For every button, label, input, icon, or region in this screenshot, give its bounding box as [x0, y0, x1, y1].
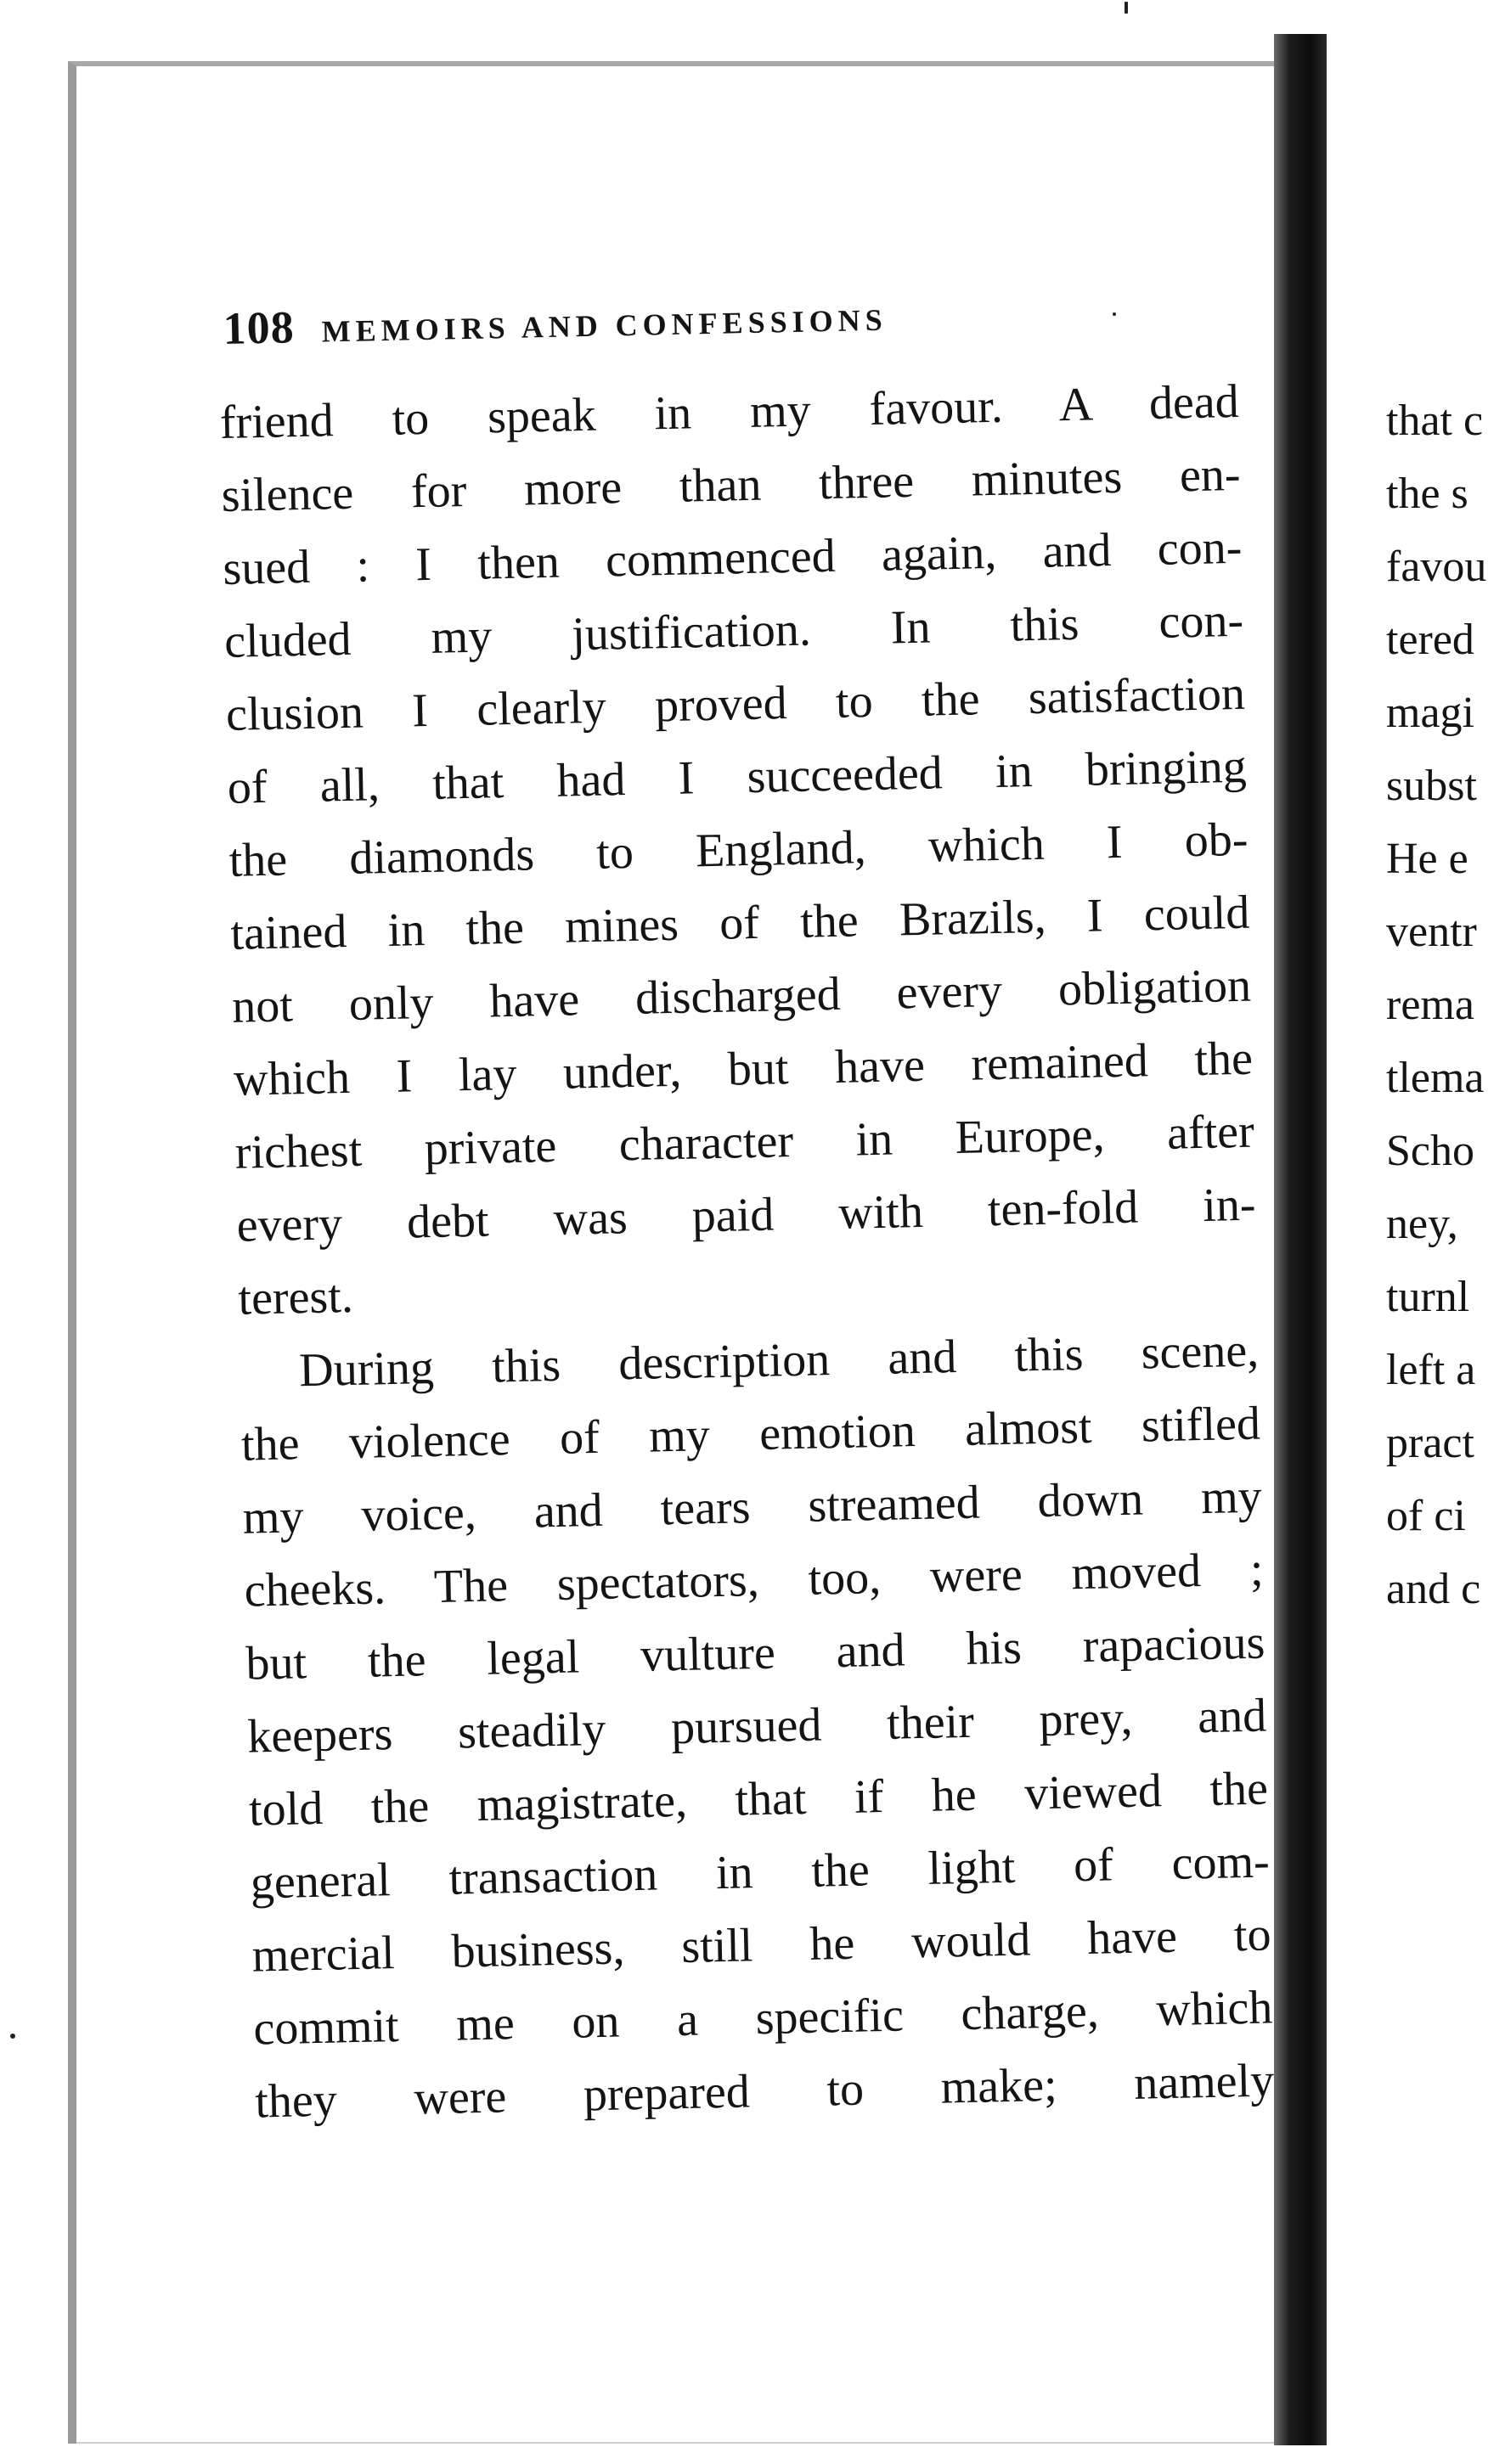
right-text-line: magi [1386, 689, 1474, 737]
text-line: not only have discharged every obligation [231, 959, 1252, 1033]
right-text-line: of ci [1386, 1492, 1466, 1540]
text-line: they were prepared to make; namely [254, 2054, 1275, 2129]
text-line: cheeks. The spectators, too, were moved ; [244, 1543, 1265, 1617]
right-text-line: Scho [1386, 1127, 1474, 1175]
paragraph-first-line: During this description and this scene, [298, 1324, 1260, 1398]
scan-speck [1113, 312, 1116, 316]
page-number: 108 [223, 301, 296, 354]
right-text-line: tered [1386, 616, 1474, 664]
text-line: richest private character in Europe, after [234, 1105, 1255, 1179]
text-line: the diamonds to England, which I ob- [228, 813, 1249, 887]
text-line: friend to speak in my favour. A dead [219, 374, 1240, 449]
text-line: sued : I then commenced again, and con- [222, 520, 1243, 595]
text-line: mercial business, still he would have to [251, 1908, 1272, 1983]
text-line: but the legal vulture and his rapacious [245, 1616, 1265, 1690]
right-page-partial-text [1386, 385, 1505, 1626]
text-line: tained in the mines of the Brazils, I could [229, 886, 1250, 960]
right-text-line: subst [1386, 762, 1477, 810]
right-text-line: favou [1386, 543, 1487, 591]
right-text-line: ventr [1386, 908, 1477, 956]
scan-margin [0, 0, 68, 2464]
scan-speck [10, 2034, 15, 2039]
text-line: of all, that had I succeeded in bringing [227, 740, 1248, 814]
right-text-line: rema [1386, 981, 1474, 1029]
text-line: which I lay under, but have remained the [233, 1032, 1254, 1106]
left-page-body-text [219, 365, 1275, 2139]
right-text-line: turnl [1386, 1273, 1470, 1321]
text-line: silence for more than three minutes en- [221, 447, 1242, 522]
book-gutter [1274, 34, 1327, 2445]
text-line: commit me on a specific charge, which [252, 1981, 1273, 2056]
text-line: the violence of my emotion almost stifled [240, 1397, 1261, 1471]
right-text-line: ney, [1386, 1200, 1458, 1248]
running-title: MEMOIRS AND CONFESSIONS [321, 302, 888, 349]
right-text-line: left a [1386, 1346, 1476, 1394]
text-line: my voice, and tears streamed down my [242, 1470, 1263, 1544]
text-line: clusion I clearly proved to the satisfaction [225, 667, 1246, 741]
right-text-line: He e [1386, 835, 1468, 883]
right-text-line: pract [1386, 1419, 1474, 1467]
text-line: every debt was paid with ten-fold in- [236, 1178, 1257, 1252]
scan-speck [1125, 2, 1128, 14]
right-text-line: that c [1386, 397, 1484, 445]
right-text-line: tlema [1386, 1054, 1485, 1102]
right-text-line: the s [1386, 470, 1468, 518]
text-line: told the magistrate, that if he viewed the [248, 1762, 1269, 1837]
text-line: terest. [237, 1269, 354, 1325]
text-line: general transaction in the light of com- [250, 1835, 1271, 1910]
right-text-line: and c [1386, 1565, 1481, 1613]
text-line: cluded my justification. In this con- [223, 593, 1244, 668]
text-line: keepers steadily pursued their prey, and [246, 1689, 1267, 1764]
